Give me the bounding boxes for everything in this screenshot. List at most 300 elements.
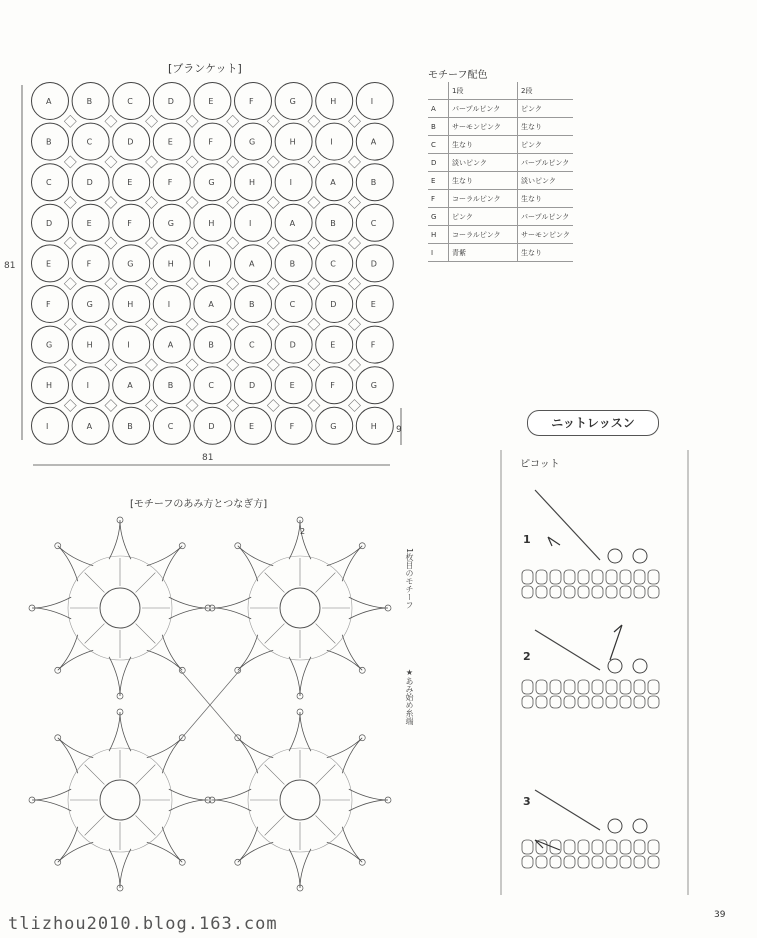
motif-letter: H xyxy=(167,259,174,269)
join-diamond xyxy=(308,359,320,371)
spoke xyxy=(265,573,285,593)
join-diamond xyxy=(308,278,320,290)
motif-letter: F xyxy=(249,97,254,106)
motif-letter: D xyxy=(330,300,337,309)
join-diamond xyxy=(146,115,158,127)
step-2-label: 2 xyxy=(523,650,531,663)
motif-letter: E xyxy=(127,178,133,188)
motif-letter: E xyxy=(167,137,173,147)
motif-letter: I xyxy=(86,381,89,391)
join-diamond xyxy=(105,278,117,290)
motif-letter: B xyxy=(289,259,296,269)
stitch xyxy=(606,696,617,708)
color-cell-round1: パープルピンク xyxy=(449,100,518,118)
join-diamond xyxy=(349,115,361,127)
join-diamond xyxy=(227,278,239,290)
stitch xyxy=(578,840,589,854)
stitch xyxy=(592,586,603,598)
petal xyxy=(169,597,208,619)
motif-letter: I xyxy=(208,259,211,269)
stitch xyxy=(550,696,561,708)
join-diamond xyxy=(105,197,117,209)
color-cell-key: A xyxy=(428,100,449,118)
picot-loop xyxy=(608,819,622,833)
motif-letter: E xyxy=(46,259,52,269)
spoke xyxy=(316,573,336,593)
stitch xyxy=(578,856,589,868)
stitch xyxy=(606,570,617,584)
join-diamond xyxy=(146,318,158,330)
petal xyxy=(109,657,131,696)
motif-letter: B xyxy=(46,137,52,147)
stitch xyxy=(606,840,617,854)
stitch xyxy=(550,856,561,868)
join-diamond xyxy=(105,359,117,371)
join-diamond xyxy=(105,318,117,330)
join-diamond xyxy=(186,359,198,371)
color-cell-key: E xyxy=(428,172,449,190)
picot-loop xyxy=(608,549,622,563)
join-diamond xyxy=(186,278,198,290)
motif-letter: A xyxy=(208,300,214,309)
join-diamond xyxy=(64,400,76,412)
color-row xyxy=(428,136,573,154)
color-cell-key: B xyxy=(428,118,449,136)
petal xyxy=(109,849,131,888)
motif-letter: C xyxy=(127,97,133,106)
motif-letter: H xyxy=(370,421,377,431)
motif-letter: D xyxy=(249,381,256,391)
join-diamond xyxy=(64,156,76,168)
motif-letter: A xyxy=(86,421,93,431)
stitch xyxy=(592,840,603,854)
stitch xyxy=(522,840,533,854)
motif-letter: C xyxy=(289,300,296,309)
join-diamond xyxy=(227,197,239,209)
stitch xyxy=(620,680,631,694)
petal xyxy=(109,712,131,751)
motif-letter: A xyxy=(249,259,255,269)
spoke xyxy=(136,573,156,593)
join-diamond xyxy=(267,318,279,330)
picot-loop xyxy=(608,659,622,673)
join-diamond xyxy=(308,197,320,209)
motif-circle xyxy=(316,123,353,160)
petal xyxy=(349,789,388,811)
petal xyxy=(212,597,251,619)
spoke xyxy=(316,624,336,644)
motif-letter: G xyxy=(289,97,296,106)
color-cell-key: C xyxy=(428,136,449,154)
motif-circle xyxy=(356,83,393,120)
motif-letter: I xyxy=(127,340,130,350)
stitch xyxy=(536,570,547,584)
motif-letter: B xyxy=(86,97,93,106)
color-cell-round2: 生なり xyxy=(518,190,573,208)
join-diamond xyxy=(349,278,361,290)
color-row xyxy=(428,172,573,190)
spoke xyxy=(265,765,285,785)
stitch xyxy=(550,570,561,584)
motif-letter: I xyxy=(330,137,333,147)
stitch xyxy=(634,696,645,708)
join-diamond xyxy=(64,237,76,249)
color-cell-round1: コーラルピンク xyxy=(449,226,518,244)
motif-circle xyxy=(153,286,190,323)
join-diamond xyxy=(349,318,361,330)
motif-letter: A xyxy=(289,218,296,228)
flower-center xyxy=(280,780,320,820)
motif-letter: E xyxy=(208,97,214,106)
step-1-label: 1 xyxy=(523,533,531,546)
motif-letter: A xyxy=(370,137,377,147)
stitch xyxy=(536,680,547,694)
motif-circle xyxy=(194,245,231,282)
motif-letter: F xyxy=(330,381,335,391)
join-diamond xyxy=(267,156,279,168)
join-diamond xyxy=(308,318,320,330)
motif-letter: C xyxy=(167,421,174,431)
join-diamond xyxy=(146,197,158,209)
color-row xyxy=(428,100,573,118)
stitch xyxy=(564,570,575,584)
motif-letter: H xyxy=(127,300,134,309)
color-row xyxy=(428,190,573,208)
color-cell-key xyxy=(428,82,449,100)
stitch xyxy=(550,586,561,598)
spoke xyxy=(85,816,105,836)
motif-letter: C xyxy=(208,381,214,391)
picot-label: ピコット xyxy=(520,459,560,470)
join-diamond xyxy=(105,237,117,249)
stitch xyxy=(592,570,603,584)
stitch xyxy=(620,840,631,854)
motif-letter: D xyxy=(370,259,377,269)
stitch xyxy=(578,696,589,708)
motif-letter: B xyxy=(370,178,377,188)
join-diamond xyxy=(186,115,198,127)
petal xyxy=(349,597,388,619)
motif-letter: D xyxy=(46,218,53,228)
spoke xyxy=(85,765,105,785)
spoke xyxy=(85,573,105,593)
spoke xyxy=(136,765,156,785)
motif-letter: E xyxy=(249,421,255,431)
motif-letter: F xyxy=(167,178,173,188)
color-row xyxy=(428,118,573,136)
height-dim-label: 81 xyxy=(4,261,16,271)
join-diamond xyxy=(146,237,158,249)
spoke xyxy=(316,816,336,836)
join-diamond xyxy=(146,359,158,371)
stitch xyxy=(620,586,631,598)
petal xyxy=(289,657,311,696)
motif-letter: A xyxy=(330,178,336,188)
motif-letter: G xyxy=(208,178,215,188)
join-diamond xyxy=(267,197,279,209)
picot-loop xyxy=(633,659,647,673)
motif-letter: B xyxy=(208,340,214,350)
color-cell-round1: 生なり xyxy=(449,136,518,154)
motif-letter: I xyxy=(289,178,292,188)
join-diamond xyxy=(227,156,239,168)
motif-diagram-title: [モチーフのあみ方とつなぎ方] xyxy=(130,499,268,510)
join-diamond xyxy=(64,359,76,371)
stitch xyxy=(550,680,561,694)
stitch xyxy=(522,680,533,694)
first-motif-note: 1枚目のモチーフ xyxy=(405,548,414,610)
motif-letter: B xyxy=(167,381,174,391)
join-diamond xyxy=(146,278,158,290)
spoke xyxy=(136,816,156,836)
motif-letter: F xyxy=(86,259,92,269)
join-diamond xyxy=(267,115,279,127)
stitch xyxy=(648,696,659,708)
motif-letter: B xyxy=(127,421,133,431)
stitch xyxy=(634,840,645,854)
stitch xyxy=(578,570,589,584)
color-row xyxy=(428,208,573,226)
motif-letter: F xyxy=(46,300,51,309)
motif-letter: B xyxy=(330,218,336,228)
petal xyxy=(289,849,311,888)
motif-letter: G xyxy=(167,218,175,228)
stitch xyxy=(648,570,659,584)
knit-lesson-badge: ニットレッスン xyxy=(527,410,659,436)
color-cell-round1: サーモンピンク xyxy=(449,118,518,136)
motif-circle xyxy=(235,204,272,241)
join-diamond xyxy=(227,237,239,249)
color-table-header xyxy=(428,82,573,100)
motif-letter: F xyxy=(289,421,295,431)
motif-letter: C xyxy=(370,218,377,228)
page-number: 39 xyxy=(714,910,726,920)
arrow-icon xyxy=(548,537,560,546)
color-cell-round2: ピンク xyxy=(518,100,573,118)
spoke xyxy=(136,624,156,644)
stitch xyxy=(536,696,547,708)
color-cell-key: H xyxy=(428,226,449,244)
picot-loop xyxy=(633,549,647,563)
motif-letter: G xyxy=(127,259,134,269)
crochet-hook xyxy=(535,630,600,670)
motif-letter: C xyxy=(86,137,93,147)
motif-letter: H xyxy=(46,381,53,391)
motif-dim-label: 9 xyxy=(396,425,402,435)
motif-letter: A xyxy=(167,340,174,350)
stitch xyxy=(634,586,645,598)
color-cell-round2: ピンク xyxy=(518,136,573,154)
color-cell-round1: 淡いピンク xyxy=(449,154,518,172)
motif-letter: I xyxy=(167,300,171,309)
join-diamond xyxy=(267,278,279,290)
join-diamond xyxy=(146,156,158,168)
motif-circle xyxy=(72,367,109,404)
stitch xyxy=(564,586,575,598)
motif-letter: I xyxy=(249,218,252,228)
join-diamond xyxy=(64,318,76,330)
join-diamond xyxy=(186,318,198,330)
spoke xyxy=(265,816,285,836)
motif-label-2: 2 xyxy=(300,527,306,536)
stitch xyxy=(606,586,617,598)
join-diamond xyxy=(186,237,198,249)
stitch xyxy=(606,680,617,694)
join-diamond xyxy=(308,115,320,127)
stitch xyxy=(620,856,631,868)
join-diamond xyxy=(64,197,76,209)
motif-letter: D xyxy=(208,421,215,431)
motif-letter: H xyxy=(208,218,215,228)
join-diamond xyxy=(349,359,361,371)
flower-center xyxy=(280,588,320,628)
color-cell-round2: 生なり xyxy=(518,118,573,136)
petal xyxy=(289,712,311,751)
stitch xyxy=(606,856,617,868)
motif-letter: A xyxy=(46,97,52,106)
motif-letter: I xyxy=(46,421,49,431)
color-cell-key: I xyxy=(428,244,449,262)
spoke xyxy=(316,765,336,785)
stitch xyxy=(564,680,575,694)
stitch xyxy=(522,856,533,868)
motif-letter: H xyxy=(249,178,256,188)
color-table xyxy=(428,82,573,262)
color-cell-round1: 青紫 xyxy=(449,244,518,262)
motif-letter: C xyxy=(46,178,52,188)
stitch xyxy=(578,680,589,694)
petal xyxy=(289,520,311,559)
motif-letter: E xyxy=(370,300,376,309)
step-3-label: 3 xyxy=(523,795,531,808)
motif-letter: D xyxy=(289,340,296,350)
color-table-caption: モチーフ配色 xyxy=(428,70,488,81)
join-diamond xyxy=(227,359,239,371)
petal xyxy=(109,520,131,559)
color-row xyxy=(428,226,573,244)
motif-letter: E xyxy=(289,381,295,391)
spoke xyxy=(265,624,285,644)
motif-letter: C xyxy=(249,340,255,350)
join-diamond xyxy=(227,318,239,330)
join-diamond xyxy=(267,359,279,371)
join-diamond xyxy=(267,400,279,412)
stitch xyxy=(522,570,533,584)
color-cell-round1: 生なり xyxy=(449,172,518,190)
join-diamond xyxy=(349,400,361,412)
stitch xyxy=(648,840,659,854)
motif-letter: H xyxy=(330,97,337,106)
motif-letter: G xyxy=(86,300,93,309)
motif-letter: E xyxy=(330,340,336,350)
motif-letter: B xyxy=(249,300,255,309)
spoke xyxy=(85,624,105,644)
join-diamond xyxy=(308,400,320,412)
arrow-icon xyxy=(610,625,622,660)
stitch xyxy=(592,856,603,868)
motif-letter: G xyxy=(370,381,378,391)
motif-letter: I xyxy=(370,97,374,106)
join-diamond xyxy=(308,237,320,249)
motif-letter: G xyxy=(46,340,53,350)
petal xyxy=(169,789,208,811)
stitch xyxy=(634,570,645,584)
color-cell-round1: コーラルピンク xyxy=(449,190,518,208)
stitch xyxy=(592,696,603,708)
motif-circle xyxy=(113,326,150,363)
stitch xyxy=(564,696,575,708)
join-diamond xyxy=(267,237,279,249)
motif-letter: D xyxy=(127,137,134,147)
crochet-hook xyxy=(535,490,600,560)
motif-circle xyxy=(32,407,69,444)
motif-letter: E xyxy=(86,218,92,228)
motif-letter: F xyxy=(208,137,214,147)
start-tail-note: ★あみ始め糸端 xyxy=(405,668,414,725)
motif-letter: C xyxy=(330,259,336,269)
motif-circle xyxy=(275,164,312,201)
motif-letter: D xyxy=(86,178,93,188)
join-diamond xyxy=(105,115,117,127)
join-diamond xyxy=(349,197,361,209)
stitch xyxy=(578,586,589,598)
color-row xyxy=(428,154,573,172)
motif-letter: F xyxy=(127,218,132,228)
join-diamond xyxy=(227,400,239,412)
join-diamond xyxy=(186,197,198,209)
stitch xyxy=(648,680,659,694)
motif-letter: H xyxy=(289,137,296,147)
stitch xyxy=(564,856,575,868)
stitch xyxy=(634,680,645,694)
join-diamond xyxy=(146,400,158,412)
stitch xyxy=(522,696,533,708)
join-diamond xyxy=(349,156,361,168)
join-diamond xyxy=(349,237,361,249)
color-cell-round2: サーモンピンク xyxy=(518,226,573,244)
flower-center xyxy=(100,588,140,628)
color-cell-round2: パープルピンク xyxy=(518,208,573,226)
color-cell-round2: 淡いピンク xyxy=(518,172,573,190)
join-diamond xyxy=(105,400,117,412)
color-cell-round1: 1段 xyxy=(449,82,518,100)
motif-letter: G xyxy=(249,137,256,147)
join-diamond xyxy=(64,115,76,127)
stitch xyxy=(620,570,631,584)
blog-watermark: tlizhou2010.blog.163.com xyxy=(8,914,278,934)
join-diamond xyxy=(227,115,239,127)
join-diamond xyxy=(105,156,117,168)
join-diamond xyxy=(64,278,76,290)
join-diamond xyxy=(308,156,320,168)
stitch xyxy=(536,856,547,868)
petal xyxy=(212,789,251,811)
stitch xyxy=(648,586,659,598)
motif-letter: F xyxy=(370,340,376,350)
flower-center xyxy=(100,780,140,820)
color-cell-round1: ピンク xyxy=(449,208,518,226)
color-cell-key: G xyxy=(428,208,449,226)
petal xyxy=(32,789,71,811)
color-row xyxy=(428,244,573,262)
join-diamond xyxy=(186,400,198,412)
motif-letter: G xyxy=(330,421,337,431)
color-cell-round2: パープルピンク xyxy=(518,154,573,172)
blanket-title: [ブランケット] xyxy=(168,62,242,75)
stitch xyxy=(536,586,547,598)
motif-letter: D xyxy=(167,97,174,106)
petal xyxy=(32,597,71,619)
